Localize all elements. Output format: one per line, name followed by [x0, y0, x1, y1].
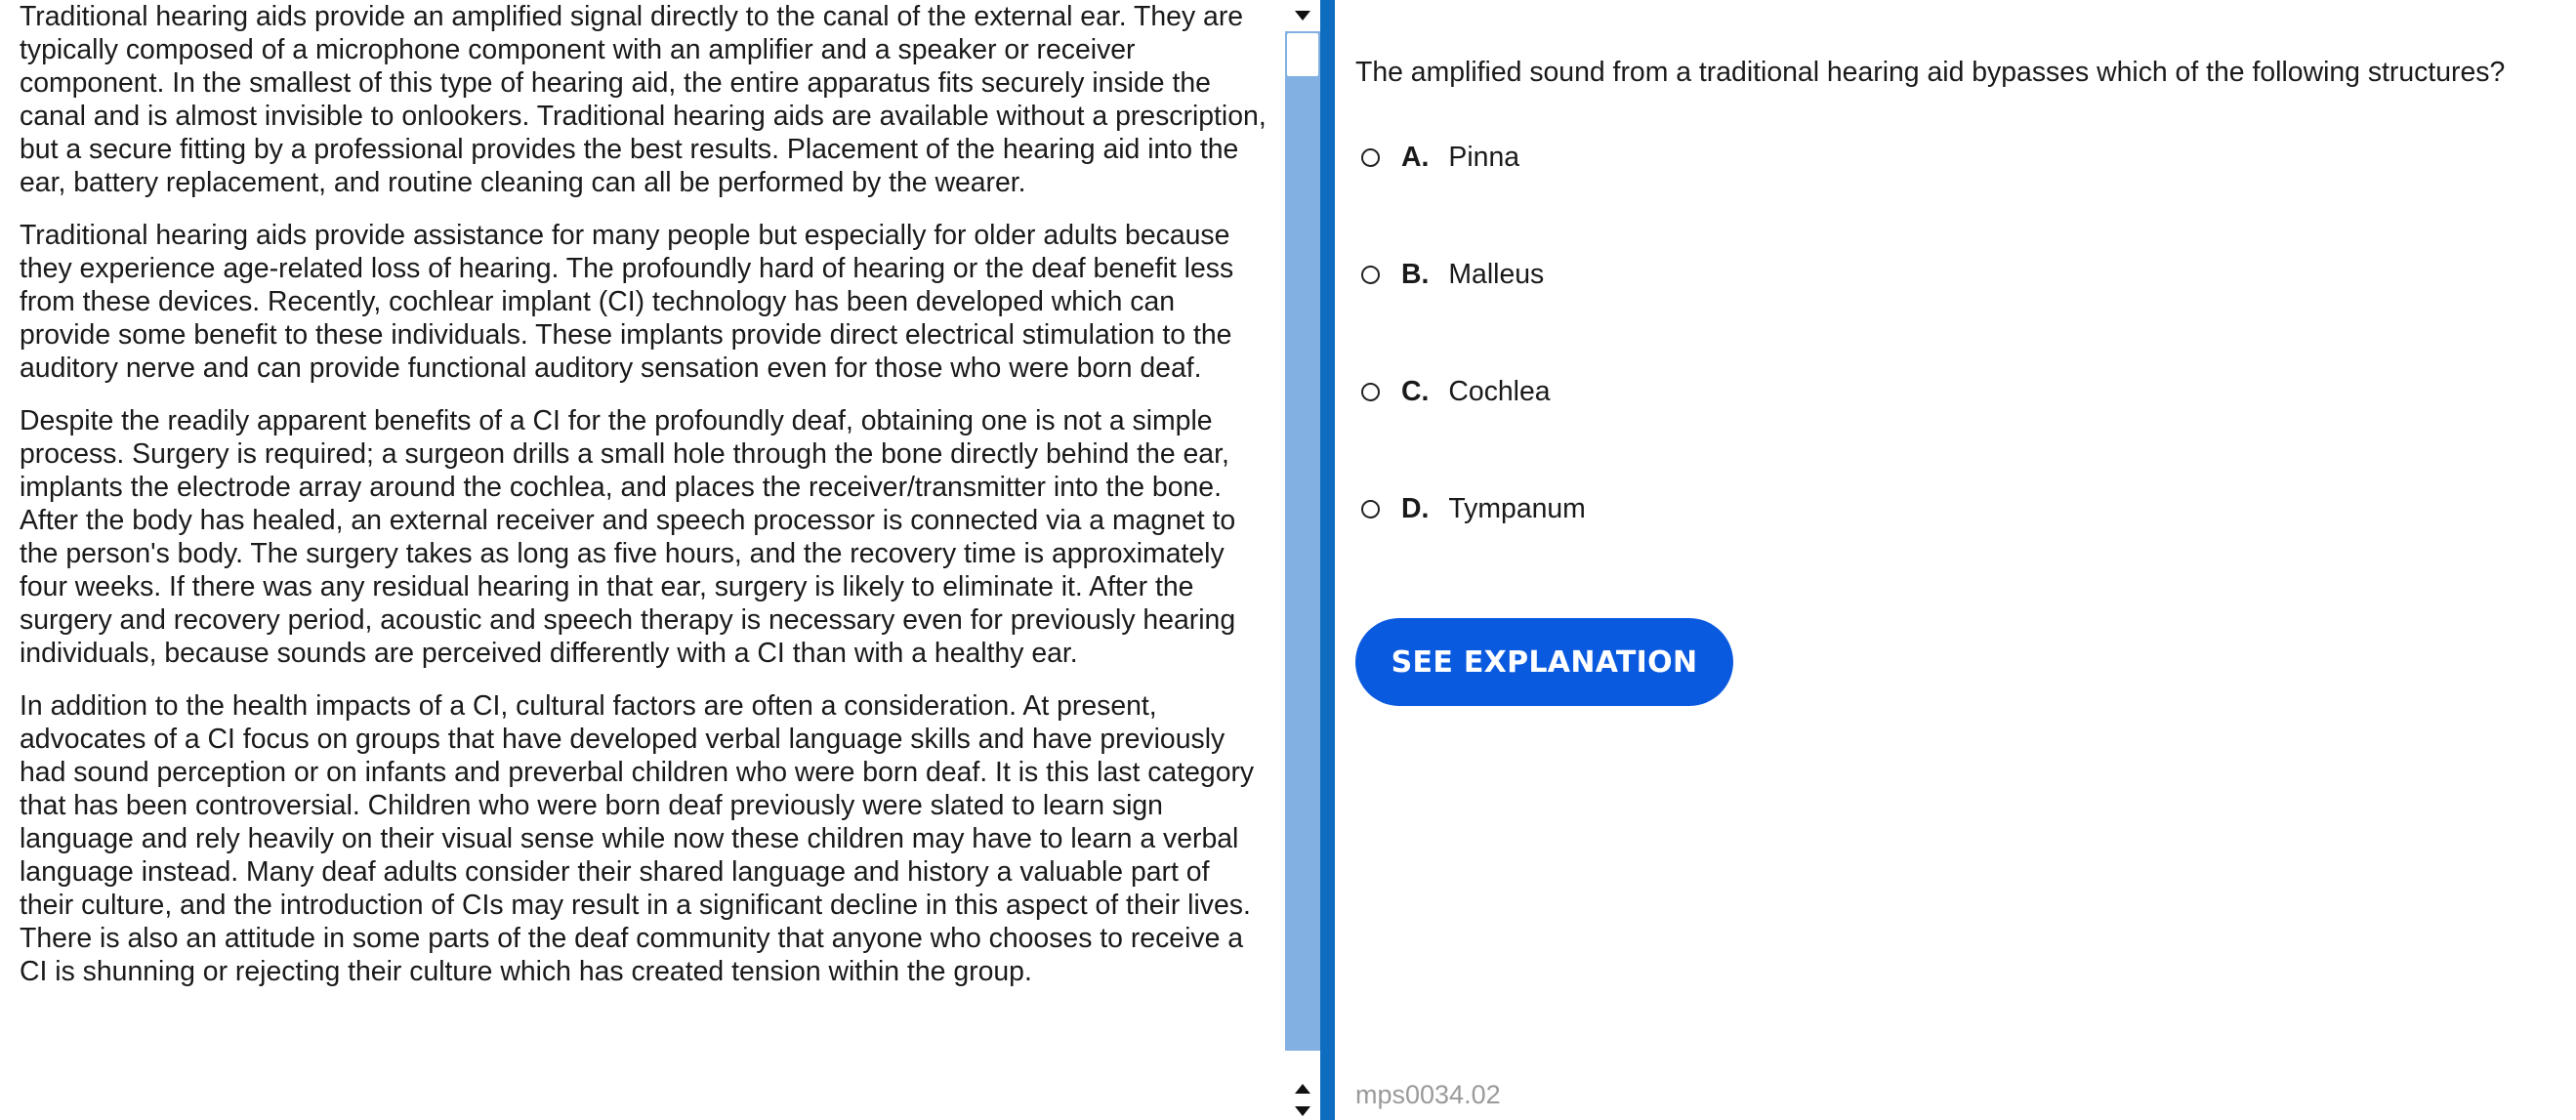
answer-choice-a[interactable] [1361, 136, 1519, 179]
answer-choice-b[interactable] [1361, 253, 1544, 296]
choice-text: Pinna [1448, 141, 1520, 173]
passage-scrollbar[interactable] [1285, 0, 1320, 1120]
triangle-down-icon [1293, 1105, 1312, 1117]
scroll-up-arrow[interactable] [1285, 1076, 1320, 1101]
scroll-thumb[interactable] [1287, 33, 1318, 76]
scroll-down-arrow-top[interactable] [1285, 0, 1320, 31]
passage-paragraph-3: Despite the readily apparent benefits of a CI for the profoundly deaf, obtaining one is not a simple process. Surgery is required; a surgeon drills a small hole through the bone directly behind the ear, implants the electrode array around the cochlea, and places the receiver/transmitter into the bone. After the body has healed, an external receiver and speech processor is connected via a magnet to the person's body. The surgery takes as long as five hours, and the recovery time is approximately four weeks. If there was any residual hearing in that ear, surgery is likely to eliminate it. After the surgery and recovery period, acoustic and speech therapy is necessary even for previously hearing individuals, because sounds are perceived differently with a CI than with a healthy ear. [20, 405, 1236, 669]
pane-divider [1320, 0, 1335, 1120]
choice-text: Cochlea [1448, 375, 1551, 407]
passage-paragraph-2: Traditional hearing aids provide assistance for many people but especially for older adults because they experience age-related loss of hearing. The profoundly hard of hearing or the deaf benefit less from these devices. Recently, cochlear implant (CI) technology has been developed which can provide some benefit to these individuals. These implants provide direct electrical stimulation to the auditory nerve and can provide functional auditory sensation even for those who were born deaf. [20, 220, 1234, 384]
choice-letter: D. [1401, 492, 1430, 524]
choice-letter: C. [1401, 375, 1430, 407]
answer-choice-d[interactable] [1361, 487, 1586, 530]
triangle-down-icon [1293, 9, 1312, 22]
choice-letter: B. [1401, 258, 1430, 290]
choice-text: Tympanum [1448, 492, 1586, 524]
scroll-track-end [1285, 1051, 1320, 1076]
passage-paragraph-1: Traditional hearing aids provide an amplified signal directly to the canal of the external ear. They are typically composed of a microphone component with an amplifier and a speaker or receiver component. In the smallest of this type of hearing aid, the entire apparatus fits securely inside the canal and is almost invisible to onlookers. Traditional hearing aids are available without a prescription, but a secure fitting by a professional provides the best results. Placement of the hearing aid into the ear, battery replacement, and routine cleaning can all be performed by the wearer. [20, 1, 1267, 198]
choice-letter: A. [1401, 141, 1430, 173]
radio-unchecked-icon[interactable] [1361, 266, 1380, 284]
choice-text: Malleus [1448, 258, 1545, 290]
radio-unchecked-icon[interactable] [1361, 148, 1380, 167]
question-pane [1335, 0, 2576, 1120]
passage-text [20, 0, 1269, 1008]
question-stem: The amplified sound from a traditional hearing aid bypasses which of the following structures? [1355, 57, 2506, 88]
question-id: mps0034.02 [1355, 1080, 1501, 1109]
radio-unchecked-icon[interactable] [1361, 383, 1380, 401]
passage-pane[interactable] [0, 0, 1285, 1120]
answer-choice-c[interactable] [1361, 370, 1551, 413]
see-explanation-button[interactable]: SEE EXPLANATION [1355, 618, 1733, 706]
scroll-down-arrow[interactable] [1285, 1101, 1320, 1120]
passage-paragraph-4: In addition to the health impacts of a CI, cultural factors are often a consideration. At present, advocates of a CI focus on groups that have developed verbal language skills and have previously had sound perception or on infants and preverbal children who were born deaf. It is this last category that has been controversial. Children who were born deaf previously were slated to learn sign language and rely heavily on their visual sense while now these children may have to learn a verbal language instead. Many deaf adults consider their shared language and history a valuable part of their culture, and the introduction of CIs may result in a significant decline in this aspect of their lives. There is also an attitude in some parts of the deaf community that anyone who chooses to receive a CI is shunning or rejecting their culture which has created tension within the group. [20, 690, 1255, 987]
triangle-up-icon [1293, 1082, 1312, 1096]
radio-unchecked-icon[interactable] [1361, 500, 1380, 519]
